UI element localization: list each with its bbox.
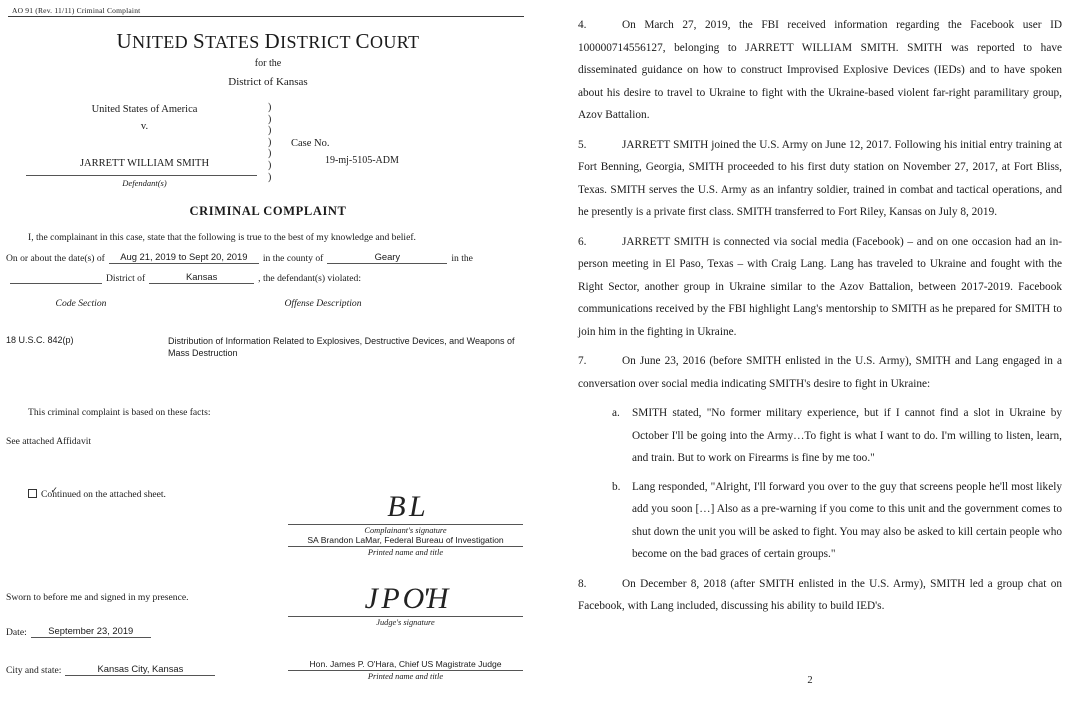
plaintiff-name: United States of America xyxy=(91,104,198,115)
complainant-signature-label: Complainant's signature xyxy=(364,526,447,535)
court-title: UNITED STATES DISTRICT COURT xyxy=(116,29,420,53)
list-item xyxy=(578,476,1062,566)
county-field[interactable]: Geary xyxy=(327,251,447,264)
page-number: 2 xyxy=(807,674,813,686)
offense-date-field[interactable]: Aug 21, 2019 to Sept 20, 2019 xyxy=(109,251,259,264)
paragraph-4-number: 4. xyxy=(578,19,587,31)
list-item xyxy=(578,402,1062,470)
court-for-label: for the xyxy=(254,58,282,69)
paragraph-8-text: On December 8, 2018 (after SMITH enlisted in the U.S. Army), SMITH led a group chat on Facebook, with Lang included, discussing his ability to build IED's. xyxy=(578,577,1062,612)
judge-signature-mark: J P O'H xyxy=(364,586,447,615)
date-signed-row xyxy=(6,625,155,638)
paragraph-7 xyxy=(578,350,1062,395)
sub-item-b-text: Lang responded, "Alright, I'll forward you over to the guy that screens people he'll most likely add you soon […] Also as a pre-warning if you come to this unit and the government comes to shut down the unit you will be asked to fight. You may also be asked to kill certain people who become on the bad graces of certain groups." xyxy=(632,480,1062,560)
page-title: CRIMINAL COMPLAINT xyxy=(189,204,347,218)
in-the-label: in the xyxy=(451,253,473,264)
code-section-header: Code Section xyxy=(55,298,107,309)
versus-label: v. xyxy=(140,121,149,132)
form-number: AO 91 (Rev. 11/11) Criminal Complaint xyxy=(12,6,141,15)
facts-intro: This criminal complaint is based on these facts: xyxy=(28,407,211,418)
complainant-signature-rule xyxy=(288,524,523,525)
judge-signature-block xyxy=(288,586,523,627)
court-district: District of Kansas xyxy=(228,76,308,88)
sub-item-b-label: b. xyxy=(612,480,621,493)
continued-checkbox[interactable] xyxy=(28,489,37,498)
judge-signature-label: Judge's signature xyxy=(376,618,435,627)
offense-table-header xyxy=(6,298,530,309)
defendant-name: JARRETT WILLIAM SMITH xyxy=(79,158,210,169)
district-blank-field[interactable] xyxy=(10,282,102,284)
city-state-row xyxy=(6,663,219,676)
paragraph-5 xyxy=(578,134,1062,224)
complainant-name: SA Brandon LaMar, Federal Bureau of Investigation xyxy=(307,535,504,545)
district-field[interactable]: Kansas xyxy=(149,271,254,284)
city-label: City and state: xyxy=(6,665,62,676)
judge-printed-label: Printed name and title xyxy=(367,672,444,681)
offense-description-header: Offense Description xyxy=(284,298,362,309)
date-prefix-label: On or about the date(s) of xyxy=(6,253,105,264)
paragraph-8-number: 8. xyxy=(578,577,587,590)
continued-label: Continued on the attached sheet. xyxy=(41,489,166,500)
defendant-rule xyxy=(26,175,257,176)
district-prefix-label: District of xyxy=(106,273,146,284)
paragraph-8 xyxy=(578,573,1062,618)
complainant-signature-mark: B L xyxy=(387,494,424,523)
judge-name-block xyxy=(288,659,523,681)
case-caption xyxy=(6,102,530,198)
complainant-printed-label: Printed name and title xyxy=(367,548,444,557)
judge-name: Hon. James P. O'Hara, Chief US Magistrate Judge xyxy=(309,659,502,669)
city-state-field[interactable]: Kansas City, Kansas xyxy=(65,663,215,676)
paragraph-4-text: On March 27, 2019, the FBI received information regarding the Facebook user ID 100000714556127, belonging to JARRETT WILLIAM SMITH. SMITH was reported to have disseminated guidance on how to construct Improvised Explosive Devices (IEDs) and to have spoken about his desire to travel to Ukraine to fight with the Ukraine-based violent far-right paramilitary group, Azov Battalion. xyxy=(578,19,1062,121)
judge-signature-rule xyxy=(288,616,523,617)
offense-code: 18 U.S.C. 842(p) xyxy=(6,335,74,345)
attached-affidavit-text: See attached Affidavit xyxy=(6,436,92,447)
paragraph-5-number: 5. xyxy=(578,138,587,151)
case-no-label: Case No. xyxy=(291,138,330,149)
header-rule xyxy=(8,16,524,17)
district-row xyxy=(6,271,530,284)
judge-name-rule xyxy=(288,670,523,671)
paragraph-5-text: JARRETT SMITH joined the U.S. Army on June 12, 2017. Following his initial entry training at Fort Benning, Georgia, SMITH proceeded to his first duty station on November 27, 2017, at Fort Bliss, Texas. SMITH serves the U.S. Army as an infantry soldier, trained in combat and tactical operations, and he presently is a private first class. SMITH transferred to Fort Riley, Kansas on July 8, 2019. xyxy=(578,138,1062,218)
table-row xyxy=(6,335,530,359)
paragraph-6-number: 6. xyxy=(578,235,587,248)
paragraph-7-text: On June 23, 2016 (before SMITH enlisted in the U.S. Army), SMITH and Lang engaged in a conversation over social media indicating SMITH's desire to fight in Ukraine: xyxy=(578,355,1062,390)
case-no-value: 19-mj-5105-ADM xyxy=(325,155,399,166)
caption-parenthesis-column: ) ) ) ) ) ) ) xyxy=(268,102,272,183)
sub-item-a-text: SMITH stated, "No former military experience, but if I cannot find a slot in Ukraine by October I'll be going into the Army…To fight is what I want to do. I'm willing to listen, learn, and train. But to work on Firearms is fine by me too." xyxy=(632,407,1062,464)
date-label: Date: xyxy=(6,627,27,638)
sworn-statement: Sworn to before me and signed in my presence. xyxy=(6,592,189,603)
complaint-intro: I, the complainant in this case, state that the following is true to the best of my knowledge and belief. xyxy=(28,232,416,243)
affidavit-page xyxy=(540,0,1080,704)
case-number-block xyxy=(291,138,399,166)
caption-parties xyxy=(22,102,267,188)
defendant-label: Defendant(s) xyxy=(122,178,167,188)
sub-item-a-label: a. xyxy=(612,407,620,419)
sub-item-list xyxy=(578,402,1062,566)
complainant-signature-block xyxy=(288,494,523,557)
paragraph-4 xyxy=(578,14,1062,127)
paragraph-6-text: JARRETT SMITH is connected via social media (Facebook) – and on one occasion had an in-person meeting in El Paso, Texas – with Craig Lang. Lang has traveled to Ukraine and fought with the Right Sector, another group in Ukraine similar to the Azov Battalion, between 2017-2019. Facebook communications received by the FBI highlight Lang's mentorship to SMITH as he prepared for SMITH to join him in the fighting in Ukraine. xyxy=(578,235,1062,338)
offense-description: Distribution of Information Related to Explosives, Destructive Devices, and Weapons of Mass Destruction xyxy=(168,336,515,358)
date-signed-field[interactable]: September 23, 2019 xyxy=(31,625,151,638)
county-prefix-label: in the county of xyxy=(262,253,324,264)
violated-suffix-label: , the defendant(s) violated: xyxy=(258,273,362,284)
paragraph-6 xyxy=(578,231,1062,344)
date-county-row xyxy=(6,251,530,264)
paragraph-7-number: 7. xyxy=(578,355,587,367)
complainant-name-rule xyxy=(288,546,523,547)
